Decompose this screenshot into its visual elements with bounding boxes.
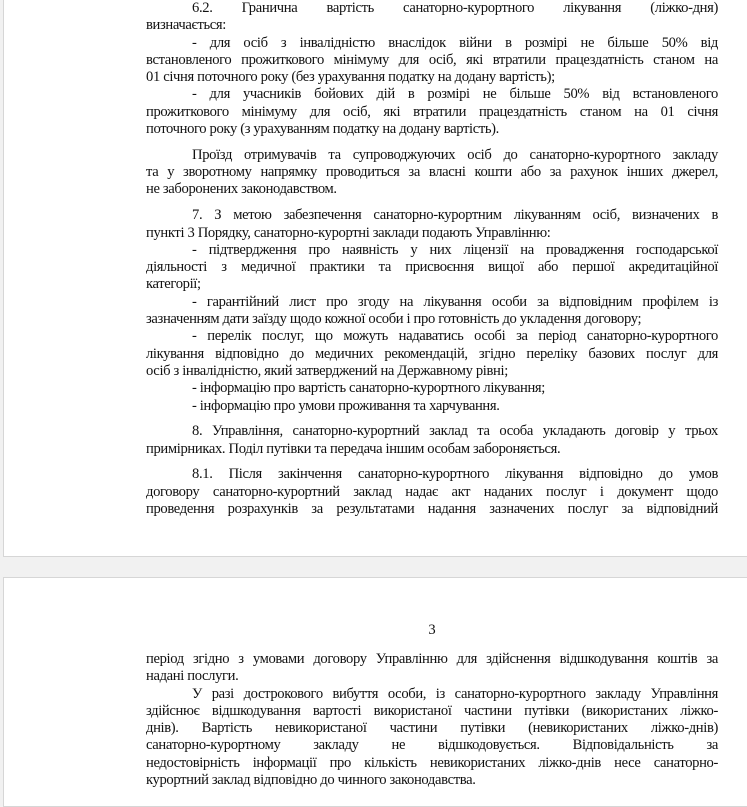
page-number: 3	[428, 622, 436, 638]
paragraph	[146, 147, 718, 199]
paragraph	[146, 294, 718, 329]
text-line: 8. Управління, санаторно-курортний заклад та особа укладають договір у трьох	[192, 423, 718, 440]
text-block	[146, 466, 718, 518]
paragraph	[146, 242, 718, 294]
text-line: - підтвердження про наявність у них ліцензії на провадження господарської	[192, 241, 718, 258]
text-line: зазначенням дати заїзду щодо кожної особи і про готовність до укладення договору;	[146, 311, 642, 328]
text-line: лікування відповідно до медичних рекомендацій, згідно переліку базових послуг для	[146, 345, 718, 362]
text-block	[146, 147, 718, 199]
text-line: 7. З метою забезпечення санаторно-курортним лікуванням осіб, визначених в	[192, 207, 718, 224]
text-line: курортний заклад відповідно до чинного законодавства.	[146, 772, 476, 789]
paragraph	[146, 651, 718, 686]
text-line: примірниках. Поділ путівки та передача іншим особам забороняється.	[146, 440, 561, 457]
text-line: днів). Вартість невикористаної частини путівки (невикористаних ліжко-днів)	[146, 720, 718, 737]
text-line: пункті 3 Порядку, санаторно-курортні заклади подають Управлінню:	[146, 224, 551, 241]
text-line: прожиткового мінімуму для осіб, які втратили працездатність станом на 01 січня	[146, 103, 718, 120]
text-line: - для учасників бойових дій в розмірі не більше 50% від встановленого	[192, 86, 718, 103]
page-content	[146, 651, 718, 798]
paragraph	[146, 0, 718, 35]
text-line: договору санаторно-курортний заклад надає акт наданих послуг і документ щодо	[146, 483, 718, 500]
paragraph	[146, 86, 718, 138]
text-line: 01 січня поточного року (без урахування податку на додану вартість);	[146, 69, 555, 86]
text-block	[146, 207, 718, 415]
text-block	[146, 651, 718, 789]
text-block	[146, 0, 718, 138]
text-line: Проїзд отримувачів та супроводжуючих осіб до санаторно-курортного закладу	[192, 146, 718, 163]
text-line: діяльності з медичної практики та присвоєння вищої або першої акредитаційної	[146, 259, 718, 276]
text-line: недостовірність інформації про кількість невикористаних ліжко-днів несе санаторно-	[146, 754, 718, 771]
document-page-2	[3, 0, 747, 557]
text-line: санаторно-курортному закладу не відшкодовується. Відповідальність за	[146, 737, 718, 754]
paragraph	[146, 423, 718, 458]
text-line: період згідно з умовами договору Управлінню для здійснення відшкодування коштів за	[146, 651, 718, 667]
paragraph	[146, 398, 718, 415]
paragraph	[146, 328, 718, 380]
page-content	[146, 0, 718, 527]
text-line: надані послуги.	[146, 668, 239, 685]
paragraph	[146, 466, 718, 518]
document-page-3	[3, 577, 747, 807]
text-line: 6.2. Гранична вартість санаторно-курортного лікування (ліжко-дня)	[192, 0, 718, 16]
text-line: - інформацію про умови проживання та харчування.	[192, 397, 500, 414]
text-line: У разі дострокового вибуття особи, із санаторно-курортного закладу Управління	[192, 685, 718, 702]
text-line: не заборонених законодавством.	[146, 181, 337, 198]
text-line: проведення розрахунків за результатами надання зазначених послуг за відповідний	[146, 501, 718, 518]
text-line: поточного року (з урахуванням податку на додану вартість).	[146, 121, 499, 138]
paragraph	[146, 380, 718, 397]
text-line: - для осіб з інвалідністю внаслідок війни в розмірі не більше 50% від	[192, 34, 718, 51]
text-block	[146, 423, 718, 458]
text-line: осіб з інвалідністю, який затверджений на Державному рівні;	[146, 362, 508, 379]
text-line: - перелік послуг, що можуть надаватись особі за період санаторно-курортного	[192, 328, 718, 345]
text-line: - інформацію про вартість санаторно-курортного лікування;	[192, 380, 546, 397]
text-line: - гарантійний лист про згоду на лікування особи за відповідним профілем із	[192, 293, 718, 310]
paragraph	[146, 35, 718, 87]
text-line: категорії;	[146, 276, 201, 293]
text-line: визначається:	[146, 17, 226, 34]
text-line: та у зворотному напрямку проводиться за власні кошти або за рахунок інших джерел,	[146, 164, 718, 181]
text-line: здійснює відшкодування вартості використаної частини путівки (використаних ліжко-	[146, 702, 718, 719]
text-line: 8.1. Після закінчення санаторно-курортного лікування відповідно до умов	[192, 466, 718, 483]
paragraph	[146, 207, 718, 242]
paragraph	[146, 686, 718, 790]
text-line: встановленого прожиткового мінімуму для осіб, які втратили працездатність станом на	[146, 51, 718, 68]
